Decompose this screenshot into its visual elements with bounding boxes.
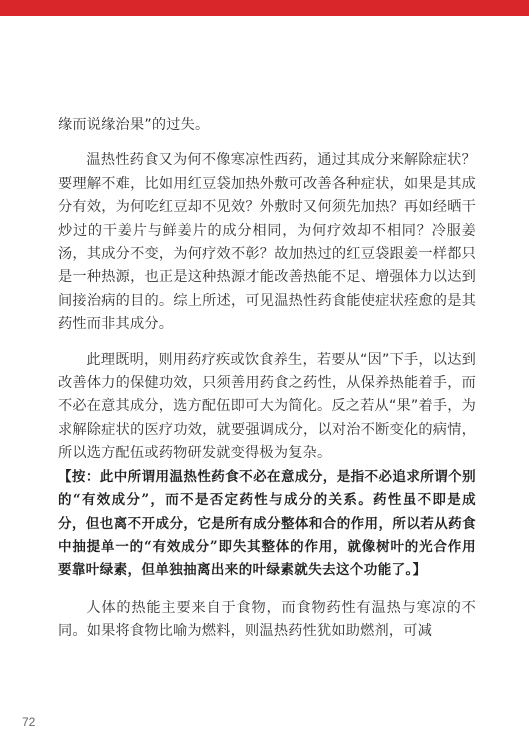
page-number: 72 [22, 715, 36, 729]
paragraph-warm-foods: 温热性药食又为何不像寒凉性西药，通过其成分来解除症状？要理解不难，比如用红豆袋加热外敷可改善各种症状，如果是其成分有效，为何吃红豆却不见效？外敷时又何须先加热？再如经晒干炒过的干姜片与鲜姜片的成分相同，为何疗效却不相同？冷服姜汤，其成分不变，为何疗效不彰？故加热过的红豆袋跟姜一样都只是一种热源，也正是这种热源才能改善热能不足、增强体力以达到间接治病的目的。综上所述，可见温热性药食能使症状痊愈的是其药性而非其成分。 [58, 152, 476, 333]
editor-note: 【按：此中所谓用温热性药食不必在意成分，是指不必追求所谓个别的“有效成分”，而不是否定药性与成分的关系。药性虽不即是成分，但也离不开成分，它是所有成分整体和合的作用，所以若从药食中抽提单一的“有效成分”即失其整体的作用，就像树叶的光合作用要靠叶绿素，但单独抽离出来的叶绿素就失去这个功能了。】 [58, 468, 476, 579]
top-accent-bar [0, 0, 529, 16]
page-body [58, 114, 476, 644]
paragraph-cause-effect: 此理既明，则用药疗疾或饮食养生，若要从“因”下手，以达到改善体力的保健功效，只须善用药食之药性，从保养热能着手，而不必在意其成分，选方配伍即可大为简化。反之若从“果”着手，为求解除症状的医疗功效，就要强调成分，以对治不断变化的病情，所以选方配伍或药物研发就变得极为复杂。 [58, 351, 476, 462]
paragraph-continuation: 缘而说缘治果”的过失。 [58, 117, 210, 133]
paragraph-body-energy: 人体的热能主要来自于食物，而食物药性有温热与寒凉的不同。如果将食物比喻为燃料，则温热药性犹如助燃剂，可减 [58, 599, 476, 640]
